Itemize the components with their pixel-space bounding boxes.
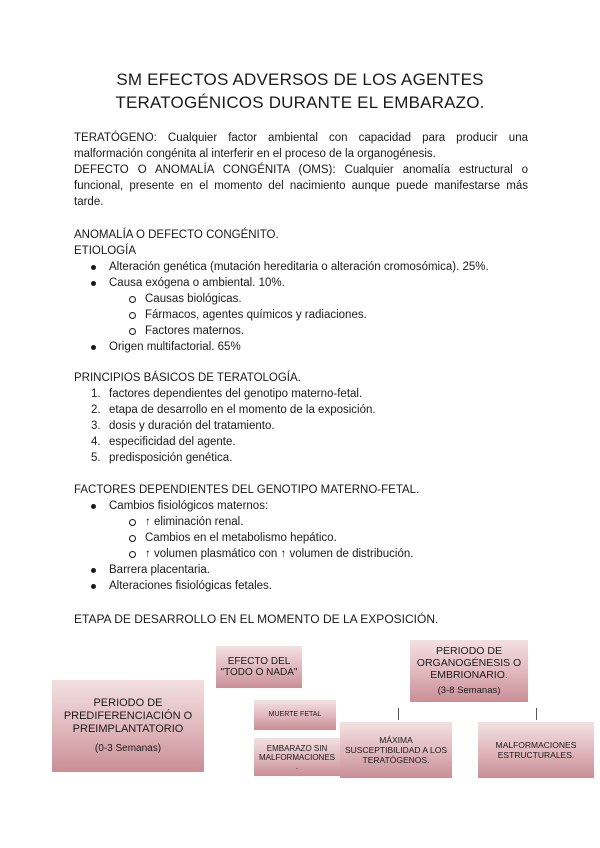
connector-line (536, 708, 537, 720)
list-item: Causa exógena o ambiental. 10%. (109, 275, 534, 291)
definition-defecto: DEFECTO O ANOMALÍA CONGÉNITA (OMS): Cualquier anomalía estructural o funcional, presente en el momento del nacimiento aunque puede manifestarse más tarde. (74, 164, 528, 208)
anomalia-heading: ANOMALÍA O DEFECTO CONGÉNITO. (74, 229, 279, 241)
list-item: 5. predisposición genética. (91, 452, 233, 464)
list-item: ↑ volumen plasmático con ↑ volumen de distribución. (145, 546, 534, 562)
list-item: Causas biológicas. (145, 291, 534, 307)
section-principios (74, 370, 534, 466)
list-item: Alteraciones fisiológicas fetales. (109, 578, 534, 594)
malformaciones-box: MALFORMACIONES ESTRUCTURALES. (478, 722, 594, 778)
list-item: ↑ eliminación renal. (145, 514, 534, 530)
circle-bullet-icon (129, 312, 136, 319)
title-line-2: TERATOGÉNICOS DURANTE EL EMBARAZO. (115, 93, 485, 112)
list-item: 3. dosis y duración del tratamiento. (91, 420, 275, 432)
list-item: Barrera placentaria. (109, 562, 534, 578)
maxima-box: MÁXIMA SUSCEPTIBILIDAD A LOS TERATÓGENOS. (340, 722, 452, 778)
predif-box (52, 680, 204, 772)
list-item: Cambios en el metabolismo hepático. (145, 530, 534, 546)
factores-list (109, 498, 534, 594)
circle-bullet-icon (129, 296, 136, 303)
bullet-icon (91, 345, 96, 350)
definition-teratogeno: TERATÓGENO: Cualquier factor ambiental con capacidad para producir una malformación congénita al interferir en el proceso de la organogénesis. (74, 132, 528, 160)
list-item: Fármacos, agentes químicos y radiaciones. (145, 307, 534, 323)
list-item: Alteración genética (mutación hereditaria o alteración cromosómica). 25%. (109, 259, 534, 275)
page-title (60, 68, 540, 114)
muerte-fetal-box: MUERTE FETAL (254, 700, 336, 730)
bullet-icon (91, 584, 96, 589)
organogenesis-box (410, 640, 528, 702)
bullet-icon (91, 568, 96, 573)
list-item: Origen multifactorial. 65% (109, 339, 534, 355)
bullet-icon (91, 265, 96, 270)
etiologia-heading: ETIOLOGÍA (74, 245, 136, 257)
organogenesis-weeks: (3-8 Semanas) (437, 685, 501, 696)
circle-bullet-icon (129, 535, 136, 542)
list-item: Factores maternos. (145, 323, 534, 339)
organogenesis-title: PERIODO DE ORGANOGÉNESIS O EMBRIONARIO. (416, 645, 522, 681)
list-item: Cambios fisiológicos maternos: (109, 498, 534, 514)
list-item: 1. factores dependientes del genotipo materno-fetal. (91, 388, 363, 400)
principios-list (91, 386, 534, 466)
predif-weeks: (0-3 Semanas) (94, 743, 162, 754)
bullet-icon (91, 281, 96, 286)
circle-bullet-icon (129, 519, 136, 526)
etapa-heading: ETAPA DE DESARROLLO EN EL MOMENTO DE LA EXPOSICIÓN. (74, 612, 439, 626)
bullet-icon (91, 504, 96, 509)
list-item: 4. especificidad del agente. (91, 436, 236, 448)
todo-nada-box: EFECTO DEL "TODO O NADA" (216, 646, 302, 688)
circle-bullet-icon (129, 328, 136, 335)
section-factores (74, 482, 534, 594)
section-anomalia (74, 227, 534, 355)
principios-heading: PRINCIPIOS BÁSICOS DE TERATOLOGÍA. (74, 372, 301, 384)
definitions (74, 130, 528, 210)
connector-line (398, 708, 399, 720)
circle-bullet-icon (129, 551, 136, 558)
factores-heading: FACTORES DEPENDIENTES DEL GENOTIPO MATERNO-FETAL. (74, 484, 420, 496)
etiologia-list (109, 259, 534, 355)
predif-title: PERIODO DE PREDIFERENCIACIÓN O PREIMPLANTATORIO (63, 697, 193, 735)
embarazo-box: EMBARAZO SIN MALFORMACIONES . (254, 738, 340, 776)
list-item: 2. etapa de desarrollo en el momento de la exposición. (91, 404, 376, 416)
title-line-1: SM EFECTOS ADVERSOS DE LOS AGENTES (116, 70, 484, 89)
